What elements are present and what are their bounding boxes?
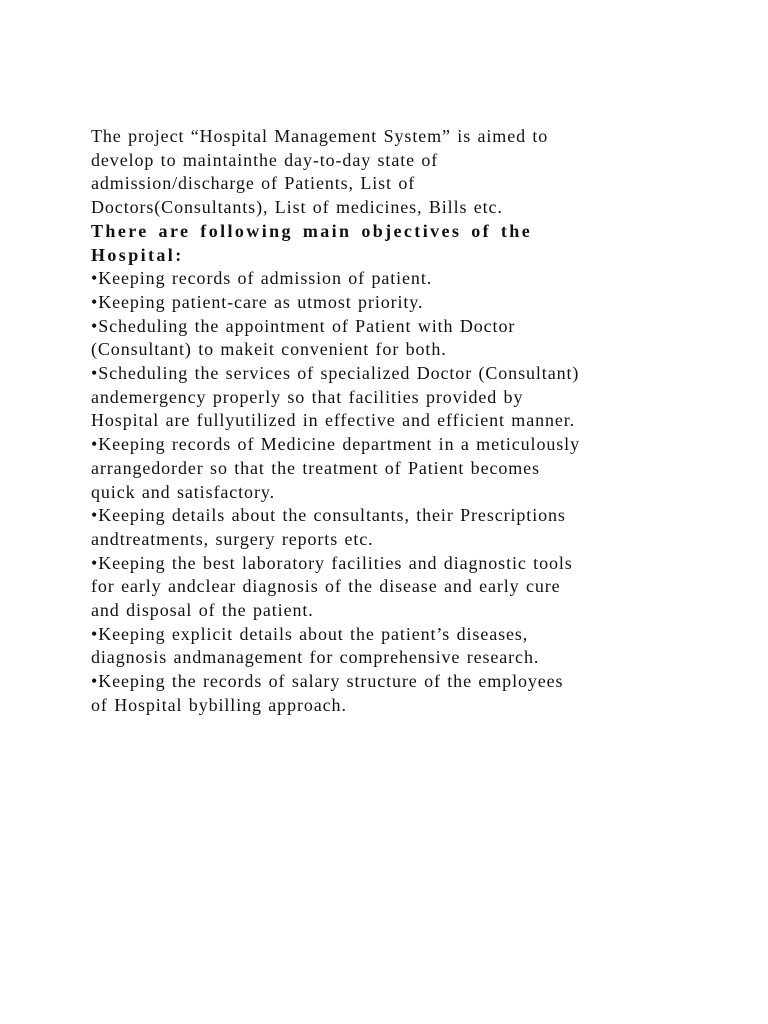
- objective-line: andtreatments, surgery reports etc.: [91, 528, 374, 549]
- intro-line: Doctors(Consultants), List of medicines, Bills etc.: [91, 197, 503, 218]
- objective-line: andemergency properly so that facilities provided by: [91, 386, 524, 407]
- objectives-heading-line: There are following main objectives of the: [91, 220, 533, 241]
- objective-line: •Keeping the best laboratory facilities and diagnostic tools: [91, 552, 573, 573]
- objective-line: Hospital are fullyutilized in effective and efficient manner.: [91, 410, 576, 431]
- objective-line: arrangedorder so that the treatment of Patient becomes: [91, 457, 540, 478]
- objective-line: for early andclear diagnosis of the disease and early cure: [91, 576, 561, 597]
- objective-line: •Keeping records of Medicine department in a meticulously: [91, 434, 580, 455]
- objective-line: •Keeping the records of salary structure of the employees: [91, 671, 564, 692]
- objective-line: diagnosis andmanagement for comprehensive research.: [91, 647, 540, 668]
- document-body: [91, 125, 691, 718]
- objectives-heading-line: Hospital:: [91, 244, 184, 265]
- intro-line: The project “Hospital Management System” is aimed to: [91, 126, 549, 146]
- objective-line: •Keeping patient-care as utmost priority.: [91, 291, 424, 312]
- objective-line: •Keeping explicit details about the patient’s diseases,: [91, 623, 529, 644]
- objective-line: and disposal of the patient.: [91, 600, 314, 621]
- objective-line: •Scheduling the appointment of Patient with Doctor: [91, 315, 516, 336]
- objective-line: •Scheduling the services of specialized Doctor (Consultant): [91, 363, 580, 384]
- objective-line: of Hospital bybilling approach.: [91, 694, 347, 715]
- intro-line: develop to maintainthe day-to-day state of: [91, 149, 439, 170]
- objective-line: •Keeping records of admission of patient.: [91, 268, 433, 289]
- objective-line: (Consultant) to makeit convenient for both.: [91, 339, 447, 360]
- intro-line: admission/discharge of Patients, List of: [91, 173, 416, 194]
- objective-line: •Keeping details about the consultants, their Prescriptions: [91, 505, 566, 526]
- objective-line: quick and satisfactory.: [91, 481, 275, 502]
